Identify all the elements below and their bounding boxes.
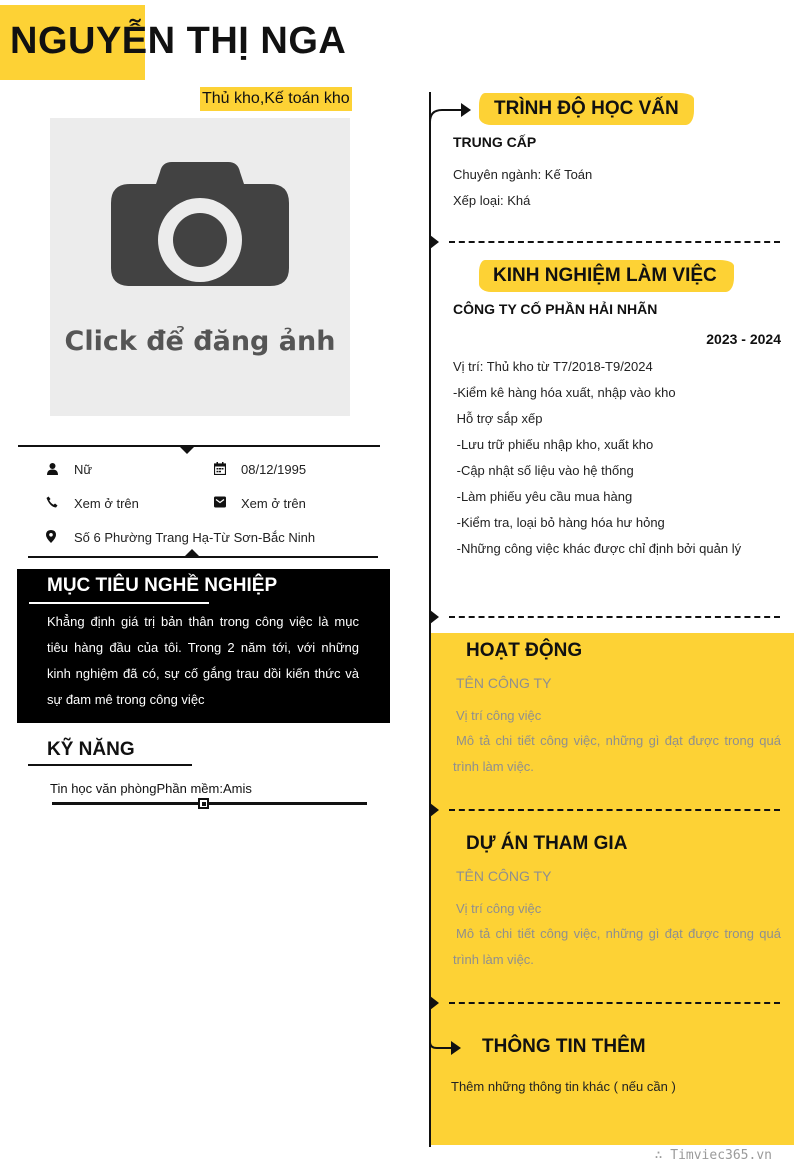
- projects-role[interactable]: Vị trí công việc: [456, 901, 542, 916]
- timeline-arrow-icon: [429, 1030, 463, 1060]
- separator-dashed: [449, 241, 780, 243]
- info-top-rule: [18, 445, 380, 447]
- camera-icon: [110, 158, 290, 308]
- activities-org[interactable]: TÊN CÔNG TY: [456, 675, 552, 691]
- job-position[interactable]: Thủ kho,Kế toán kho: [200, 87, 352, 111]
- photo-upload[interactable]: [50, 118, 350, 416]
- separator-marker: [430, 610, 439, 624]
- timeline-arrow-icon: [429, 98, 473, 124]
- projects-org[interactable]: TÊN CÔNG TY: [456, 868, 552, 884]
- additional-title: THÔNG TIN THÊM: [482, 1036, 646, 1057]
- experience-line[interactable]: Vị trí: Thủ kho từ T7/2018-T9/2024: [453, 359, 653, 374]
- experience-period[interactable]: 2023 - 2024: [706, 331, 781, 347]
- additional-body[interactable]: Thêm những thông tin khác ( nếu cần ): [451, 1079, 676, 1094]
- objective-body[interactable]: Khẳng định giá trị bản thân trong công việc là mục tiêu hàng đầu của tôi. Trong 2 năm tới, với những kinh nghiệm đã có, sự cố gắng trau dồi kiến thức và sự đam mê trong công việc: [47, 614, 359, 707]
- objective-underline: [29, 602, 209, 604]
- info-bottom-rule: [28, 556, 378, 558]
- skills-title: KỸ NĂNG: [47, 739, 135, 760]
- experience-title: KINH NGHIỆM LÀM VIỆC: [493, 265, 717, 286]
- projects-title: DỰ ÁN THAM GIA: [466, 833, 628, 854]
- experience-company[interactable]: CÔNG TY CỐ PHẦN HẢI NHÃN: [453, 301, 658, 317]
- skill-level-track: [52, 802, 367, 805]
- education-school[interactable]: TRUNG CẤP: [453, 134, 537, 150]
- experience-line[interactable]: -Lưu trữ phiếu nhập kho, xuất kho: [453, 437, 654, 452]
- info-top-arrow: [179, 446, 195, 454]
- separator-marker: [430, 996, 439, 1010]
- separator-dashed: [449, 809, 780, 811]
- projects-desc[interactable]: Mô tả chi tiết công việc, những gì đạt được trong quá trình làm việc.: [453, 926, 781, 967]
- separator-dashed: [449, 1002, 780, 1004]
- envelope-icon: [213, 495, 227, 509]
- activities-role[interactable]: Vị trí công việc: [456, 708, 542, 723]
- objective-title: MỤC TIÊU NGHỀ NGHIỆP: [47, 575, 278, 596]
- separator-marker: [430, 235, 439, 249]
- address-value[interactable]: Số 6 Phường Trang Hạ-Từ Sơn-Bắc Ninh: [74, 530, 316, 545]
- education-title: TRÌNH ĐỘ HỌC VẤN: [494, 98, 679, 119]
- skill-name[interactable]: Tin học văn phòngPhần mềm:Amis: [50, 781, 252, 796]
- experience-line[interactable]: -Cập nhật số liệu vào hệ thống: [453, 463, 634, 478]
- email-value[interactable]: Xem ở trên: [241, 496, 306, 511]
- site-watermark: ∴ Timviec365.vn: [654, 1148, 772, 1163]
- education-major[interactable]: Chuyên ngành: Kế Toán: [453, 167, 593, 182]
- photo-caption: Click để đăng ảnh: [64, 326, 336, 357]
- map-marker-icon: [44, 529, 58, 543]
- experience-line[interactable]: -Làm phiếu yêu cầu mua hàng: [453, 489, 633, 504]
- activities-title: HOẠT ĐỘNG: [466, 640, 583, 661]
- skill-level-handle[interactable]: [198, 798, 209, 809]
- objective-section: [17, 569, 390, 723]
- experience-line[interactable]: -Kiểm kê hàng hóa xuất, nhập vào kho: [453, 385, 676, 400]
- skills-underline: [28, 764, 192, 766]
- candidate-name[interactable]: NGUYỄN THỊ NGA: [10, 20, 347, 62]
- birthday-value[interactable]: 08/12/1995: [241, 462, 307, 477]
- activities-desc[interactable]: Mô tả chi tiết công việc, những gì đạt được trong quá trình làm việc.: [453, 733, 781, 774]
- experience-line[interactable]: -Những công việc khác được chỉ định bởi quản lý: [453, 541, 742, 556]
- gender-value[interactable]: Nữ: [74, 462, 93, 477]
- calendar-icon: [213, 461, 227, 475]
- experience-line[interactable]: -Kiểm tra, loại bỏ hàng hóa hư hỏng: [453, 515, 665, 530]
- user-icon: [45, 462, 59, 476]
- phone-icon: [45, 495, 59, 509]
- experience-line[interactable]: Hỗ trợ sắp xếp: [453, 411, 543, 426]
- phone-value[interactable]: Xem ở trên: [74, 496, 139, 511]
- separator-dashed: [449, 616, 780, 618]
- education-grade[interactable]: Xếp loại: Khá: [453, 193, 531, 208]
- separator-marker: [430, 803, 439, 817]
